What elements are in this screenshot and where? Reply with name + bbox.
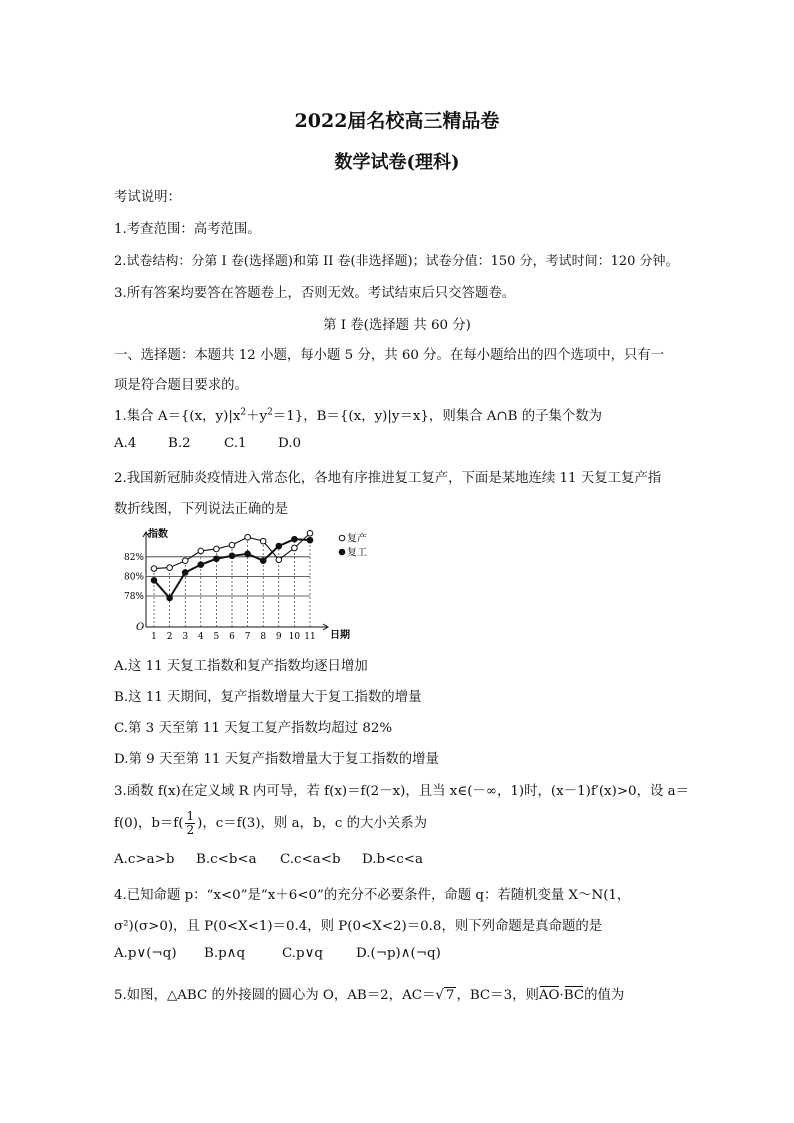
data-point bbox=[214, 556, 220, 562]
data-point bbox=[245, 551, 251, 557]
data-point bbox=[198, 548, 204, 554]
origin-label: O bbox=[136, 622, 145, 633]
q5-vector-ao: AO bbox=[538, 988, 560, 1003]
q4-option-a: A.p∨(¬q) bbox=[114, 946, 177, 961]
instructions-heading: 考试说明： bbox=[114, 190, 181, 205]
q3-line2-part-b: )，c＝f(3)，则 a，b，c 的大小关系为 bbox=[197, 816, 428, 831]
question-4-stem-line-2: σ²)(σ>0)，且 P(0<X<1)＝0.4，则 P(0<X<2)＝0.8，则下列命题是真命题的是 bbox=[114, 919, 603, 934]
question-1-stem bbox=[114, 405, 602, 424]
q1-option-a: A.4 bbox=[114, 436, 137, 451]
q3-fraction-denominator: 2 bbox=[186, 823, 195, 837]
data-point bbox=[307, 530, 313, 536]
x-tick-label: 1 bbox=[151, 632, 157, 642]
y-tick-label: 82% bbox=[123, 552, 144, 563]
data-point bbox=[182, 558, 188, 564]
question-2-stem-line-1: 2.我国新冠肺炎疫情进入常态化，各地有序推进复工复产，下面是某地连续 11 天复工复产指 bbox=[114, 471, 662, 486]
q4-option-c: C.p∨q bbox=[282, 946, 323, 961]
y-axis-label: 指数 bbox=[148, 529, 168, 540]
question-3-stem-line-1: 3.函数 f(x)在定义域 R 内可导，若 f(x)＝f(2－x)，且当 x∈(－∞，1)时，(x－1)f′(x)>0，设 a＝ bbox=[114, 784, 689, 799]
line-chart bbox=[114, 524, 367, 644]
x-tick-label: 4 bbox=[197, 632, 204, 642]
q5-stem-part-b: ，BC＝3，则 bbox=[456, 988, 539, 1003]
q5-sqrt-radicand: 7 bbox=[445, 988, 455, 1003]
data-point bbox=[151, 578, 157, 584]
instruction-item-2: 2.试卷结构：分第 I 卷(选择题)和第 II 卷(非选择题)；试卷分值：150 分，考试时间：120 分钟。 bbox=[114, 254, 679, 269]
x-axis-label: 日期 bbox=[330, 630, 350, 641]
question-1-options bbox=[114, 436, 301, 451]
q1-option-d: D.0 bbox=[278, 436, 302, 451]
data-point bbox=[307, 537, 313, 543]
q2-option-b: B.这 11 天期间，复产指数增量大于复工指数的增量 bbox=[114, 690, 422, 705]
x-tick-label: 8 bbox=[260, 632, 267, 642]
data-point bbox=[229, 553, 235, 559]
q4-option-d: D.(¬p)∧(¬q) bbox=[356, 946, 441, 961]
x-tick-label: 9 bbox=[275, 632, 282, 642]
x-tick-label: 6 bbox=[229, 632, 235, 642]
data-point bbox=[214, 546, 220, 552]
q3-fraction bbox=[185, 810, 195, 837]
x-tick-label: 3 bbox=[182, 632, 189, 642]
question-3-options bbox=[114, 852, 423, 867]
x-tick-label: 10 bbox=[288, 632, 301, 642]
q3-option-c: C.c<a<b bbox=[280, 852, 341, 867]
exam-title: 2022届名校高三精品卷 bbox=[294, 110, 500, 132]
data-point bbox=[276, 557, 282, 563]
question-4-options bbox=[114, 946, 441, 961]
question-2-stem-line-2: 数折线图，下列说法正确的是 bbox=[114, 502, 289, 517]
data-point bbox=[276, 543, 282, 549]
data-point bbox=[167, 595, 173, 601]
x-tick-label: 2 bbox=[166, 632, 173, 642]
q3-option-d: D.b<c<a bbox=[362, 852, 424, 867]
legend-label: 复产 bbox=[347, 533, 367, 545]
question-3-stem-line-2 bbox=[114, 810, 427, 837]
legend-label: 复工 bbox=[347, 547, 367, 559]
x-tick-label: 11 bbox=[304, 632, 316, 642]
q5-stem-part-c: 的值为 bbox=[584, 988, 625, 1003]
data-point bbox=[292, 545, 298, 551]
section-intro-line-1: 一、选择题：本题共 12 小题，每小题 5 分，共 60 分。在每小题给出的四个选项中，只有一 bbox=[114, 348, 665, 363]
data-point bbox=[198, 562, 204, 568]
x-tick-label: 5 bbox=[213, 632, 220, 642]
data-point bbox=[292, 536, 298, 542]
q3-line2-part-a: f(0)，b＝f( bbox=[114, 816, 184, 831]
data-point bbox=[182, 570, 188, 576]
x-tick-label: 7 bbox=[244, 632, 251, 642]
y-tick-label: 78% bbox=[123, 592, 144, 602]
data-point bbox=[260, 558, 266, 564]
q5-dot-operator: · bbox=[559, 988, 564, 1003]
section-title: 第 I 卷(选择题 共 60 分) bbox=[323, 318, 471, 333]
q3-option-b: B.c<b<a bbox=[196, 852, 257, 867]
data-point bbox=[167, 565, 173, 571]
data-point bbox=[151, 566, 157, 572]
q1-option-c: C.1 bbox=[224, 436, 247, 451]
instruction-item-3: 3.所有答案均要答在答题卷上，否则无效。考试结束后只交答题卷。 bbox=[114, 286, 516, 301]
q1-exponent: 2 bbox=[267, 407, 273, 418]
question-4-stem-line-1: 4.已知命题 p：“x<0”是“x＋6<0”的充分不必要条件，命题 q：若随机变量 X～N(1， bbox=[114, 888, 631, 903]
data-point bbox=[245, 534, 251, 540]
q3-option-a: A.c>a>b bbox=[114, 852, 175, 867]
exam-subtitle: 数学试卷(理科) bbox=[334, 152, 460, 173]
instruction-item-1: 1.考查范围：高考范围。 bbox=[114, 222, 261, 237]
data-point bbox=[260, 538, 266, 544]
q2-option-d: D.第 9 天至第 11 天复产指数增量大于复工指数的增量 bbox=[114, 752, 439, 767]
legend-marker bbox=[339, 549, 345, 555]
y-tick-label: 80% bbox=[123, 572, 144, 583]
q1-stem-part-a: 1.集合 A＝{(x，y)|x bbox=[114, 409, 241, 424]
q3-fraction-numerator: 1 bbox=[186, 809, 195, 823]
legend-marker bbox=[339, 535, 345, 541]
question-5-stem bbox=[114, 984, 624, 1003]
data-point bbox=[229, 542, 235, 548]
q1-stem-part-c: ＝1}，B＝{(x，y)|y＝x}，则集合 A∩B 的子集个数为 bbox=[272, 409, 603, 424]
q4-option-b: B.p∧q bbox=[204, 946, 246, 961]
section-intro-line-2: 项是符合题目要求的。 bbox=[114, 378, 248, 393]
sqrt-sign: √ bbox=[435, 988, 444, 1003]
q1-option-b: B.2 bbox=[168, 436, 191, 451]
q1-exponent: 2 bbox=[240, 407, 247, 418]
q1-stem-part-b: ＋y bbox=[246, 409, 268, 424]
q2-option-a: A.这 11 天复工指数和复产指数均逐日增加 bbox=[114, 659, 368, 674]
q2-option-c: C.第 3 天至第 11 天复工复产指数均超过 82% bbox=[114, 721, 393, 736]
q5-stem-part-a: 5.如图，△ABC 的外接圆的圆心为 O，AB＝2，AC＝ bbox=[114, 988, 436, 1003]
q5-vector-bc: BC bbox=[563, 988, 585, 1003]
